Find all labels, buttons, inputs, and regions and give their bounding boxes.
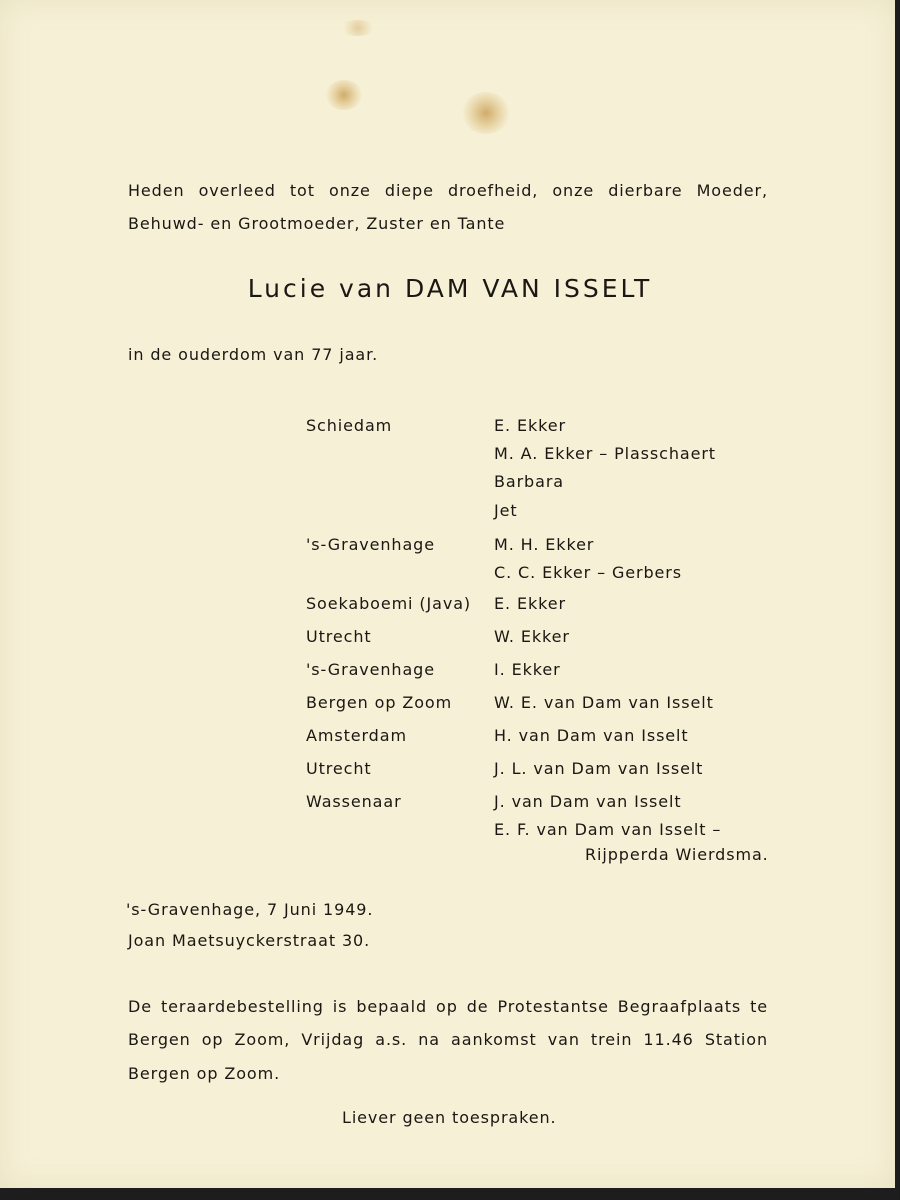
mourner-place: Bergen op Zoom xyxy=(306,693,453,712)
paper-stain xyxy=(325,80,363,110)
paper-stain xyxy=(462,92,510,134)
mourner-name: M. H. Ekker xyxy=(494,535,595,554)
mourner-place: Utrecht xyxy=(306,759,372,778)
mourner-place: 's-Gravenhage xyxy=(306,535,435,554)
mourner-name: C. C. Ekker – Gerbers xyxy=(494,563,682,582)
mourner-name: W. Ekker xyxy=(494,627,570,646)
mourner-name: E. Ekker xyxy=(494,594,566,613)
intro-line-2: Behuwd- en Grootmoeder, Zuster en Tante xyxy=(128,214,506,233)
funeral-line-2: Bergen op Zoom, Vrijdag a.s. na aankomst van trein 11.46 Station xyxy=(128,1030,768,1049)
mourner-name: E. Ekker xyxy=(494,416,566,435)
mourner-name: Jet xyxy=(494,501,518,520)
mourner-place: Soekaboemi (Java) xyxy=(306,594,472,613)
mourner-place: Amsterdam xyxy=(306,726,407,745)
intro-line-1: Heden overleed tot onze diepe droefheid, onze dierbare Moeder, xyxy=(128,181,768,200)
mourner-name: J. L. van Dam van Isselt xyxy=(494,759,704,778)
funeral-line-3: Bergen op Zoom. xyxy=(128,1064,281,1083)
paper-stain xyxy=(340,20,376,36)
deceased-name: Lucie van DAM VAN ISSELT xyxy=(247,274,653,303)
mourner-name: H. van Dam van Isselt xyxy=(494,726,689,745)
mourner-name: Rijpperda Wierdsma. xyxy=(585,845,769,864)
mourner-place: Schiedam xyxy=(306,416,393,435)
mourner-name: W. E. van Dam van Isselt xyxy=(494,693,714,712)
mourner-name: E. F. van Dam van Isselt – xyxy=(494,820,722,839)
scan-edge-right xyxy=(895,0,900,1200)
address-street: Joan Maetsuyckerstraat 30. xyxy=(128,931,371,950)
mourner-place: Utrecht xyxy=(306,627,372,646)
address-date: 's-Gravenhage, 7 Juni 1949. xyxy=(126,900,374,919)
funeral-line-1: De teraardebestelling is bepaald op de Protestantse Begraafplaats te xyxy=(128,997,768,1016)
mourner-place: Wassenaar xyxy=(306,792,402,811)
mourner-name: Barbara xyxy=(494,472,565,491)
mourner-place: 's-Gravenhage xyxy=(306,660,435,679)
age-line: in de ouderdom van 77 jaar. xyxy=(128,345,379,364)
mourner-name: J. van Dam van Isselt xyxy=(494,792,682,811)
mourner-name: I. Ekker xyxy=(494,660,561,679)
mourner-name: M. A. Ekker – Plasschaert xyxy=(494,444,716,463)
scan-edge-bottom xyxy=(0,1188,900,1200)
closing-note: Liever geen toespraken. xyxy=(342,1108,557,1127)
